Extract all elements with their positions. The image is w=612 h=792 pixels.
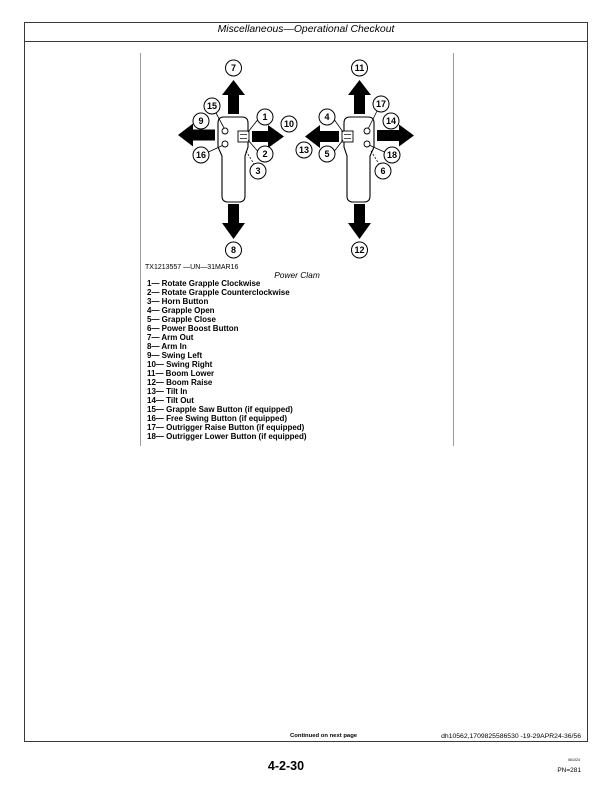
leader-line <box>335 120 344 132</box>
callout-5 <box>319 146 335 162</box>
figure-caption: Power Clam <box>274 270 320 280</box>
callout-17 <box>373 96 389 112</box>
callout-3 <box>250 163 266 179</box>
grapple-saw-button-icon <box>222 128 228 134</box>
leader-line <box>248 120 258 132</box>
callout-11 <box>352 60 368 76</box>
legend-list <box>147 279 447 441</box>
outrigger-raise-button-icon <box>364 128 370 134</box>
legend-item: 10— Swing Right <box>147 360 213 369</box>
arm-in-arrow-icon <box>222 204 245 239</box>
legend-item: 18— Outrigger Lower Button (if equipped) <box>147 432 307 441</box>
arm-out-arrow-icon <box>222 80 245 114</box>
callout-number: 17 <box>375 99 387 110</box>
rocker-switch-icon <box>342 131 353 142</box>
rocker-switch-icon <box>238 131 249 142</box>
callout-number: 2 <box>262 149 268 160</box>
callout-9 <box>193 113 209 129</box>
leader-line-hidden <box>371 151 379 164</box>
legend-item: 2— Rotate Grapple Counterclockwise <box>147 288 290 297</box>
legend-item: 12— Boom Raise <box>147 378 213 387</box>
continued-notice: Continued on next page <box>290 733 358 739</box>
legend-item: 16— Free Swing Button (if equipped) <box>147 414 287 423</box>
legend-item: 17— Outrigger Raise Button (if equipped) <box>147 423 305 432</box>
legend-item: 14— Tilt Out <box>147 396 194 405</box>
leader-line-hidden <box>246 151 254 164</box>
callout-number: 7 <box>230 63 237 74</box>
header-bottom-rule <box>24 41 588 42</box>
callout-12 <box>352 242 368 258</box>
callout-number: 14 <box>385 116 397 127</box>
header-top-rule <box>24 22 588 23</box>
callout-15 <box>204 98 220 114</box>
legend-item: 9— Swing Left <box>147 351 203 360</box>
callout-number: 9 <box>198 116 204 127</box>
document-id: dh10562,1709825586530 -19-29APR24-36/56 <box>441 733 581 740</box>
callout-10 <box>281 116 297 132</box>
outrigger-lower-button-icon <box>364 141 370 147</box>
callout-number: 6 <box>380 166 386 177</box>
callout-number: 12 <box>354 245 365 256</box>
legend-item: 5— Grapple Close <box>147 315 216 324</box>
free-swing-button-icon <box>222 141 228 147</box>
frame-right-rule <box>587 22 588 742</box>
legend-item: 4— Grapple Open <box>147 306 215 315</box>
legend-item: 3— Horn Button <box>147 297 209 306</box>
callout-13 <box>296 142 312 158</box>
callout-14 <box>383 113 399 129</box>
callout-number: 4 <box>324 112 330 123</box>
callout-2 <box>257 146 273 162</box>
page-header-title: Miscellaneous—Operational Checkout <box>217 24 395 35</box>
callout-8 <box>226 242 242 258</box>
power-clam-figure <box>141 54 452 260</box>
callout-number: 13 <box>298 145 310 156</box>
callout-7 <box>226 60 242 76</box>
callout-number: 1 <box>262 112 268 123</box>
callout-number: 15 <box>206 101 218 112</box>
page-number: 4-2-30 <box>267 759 305 773</box>
callout-number: 18 <box>386 150 398 161</box>
swing-right-arrow-icon <box>252 125 284 148</box>
legend-item: 7— Arm Out <box>147 333 194 342</box>
content-column-right-rule <box>453 53 454 446</box>
boom-raise-arrow-icon <box>348 204 371 239</box>
page-sequence-number: PN=281 <box>557 767 581 774</box>
callout-number: 10 <box>283 119 295 130</box>
callout-4 <box>319 109 335 125</box>
callout-number: 3 <box>255 166 261 177</box>
boom-lower-arrow-icon <box>348 80 371 114</box>
legend-item: 8— Arm In <box>147 342 187 351</box>
legend-item: 1— Rotate Grapple Clockwise <box>147 279 261 288</box>
callout-16 <box>193 147 209 163</box>
legend-item: 11— Boom Lower <box>147 369 215 378</box>
figure-image-id: TX1213557 —UN—31MAR16 <box>145 263 239 271</box>
frame-bottom-rule <box>24 741 588 742</box>
callout-1 <box>257 109 273 125</box>
callout-number: 11 <box>354 63 365 74</box>
callout-number: 5 <box>324 149 330 160</box>
frame-left-rule <box>24 22 25 742</box>
callout-6 <box>375 163 391 179</box>
date-code: 061024 <box>568 758 580 762</box>
callout-number: 16 <box>195 150 207 161</box>
callout-18 <box>384 147 400 163</box>
legend-item: 13— Tilt In <box>147 387 188 396</box>
legend-item: 15— Grapple Saw Button (if equipped) <box>147 405 293 414</box>
legend-item: 6— Power Boost Button <box>147 324 239 333</box>
callout-number: 8 <box>230 245 237 256</box>
